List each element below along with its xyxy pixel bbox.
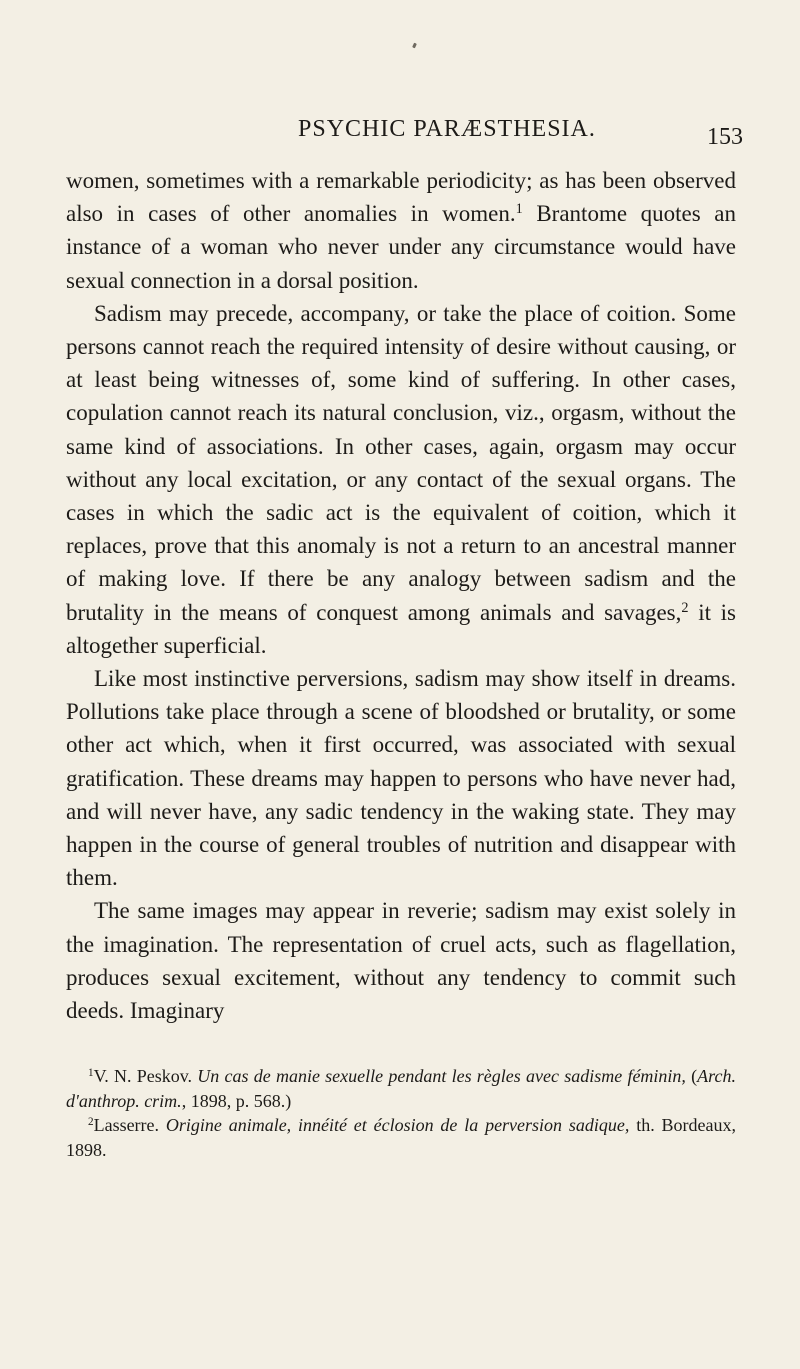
paragraph-4	[66, 894, 736, 1027]
paragraph-3	[66, 662, 736, 894]
ink-speck	[412, 43, 417, 49]
footnote-title: Origine animale, innéité et éclosion de la perversion sadique,	[165, 1115, 630, 1135]
paragraph-text: it is altogether superficial.	[66, 599, 737, 658]
footnote-author: Lasserre.	[93, 1115, 166, 1135]
footnotes	[66, 1064, 736, 1162]
footnote-text: (	[685, 1066, 698, 1086]
footnote-ref-1: 1	[515, 201, 523, 218]
footnote-journal: Arch. d'anthrop. crim.	[66, 1066, 736, 1111]
page-header	[0, 116, 800, 156]
page-number: 153	[707, 124, 743, 150]
footnote-text: , 1898, p. 568.)	[181, 1090, 292, 1111]
footnote-1	[66, 1064, 736, 1113]
body-text	[66, 164, 736, 1027]
footnote-author: V. N. Peskov.	[93, 1066, 198, 1086]
running-head: PSYCHIC PARÆSTHESIA.	[298, 116, 596, 142]
paragraph-text: Sadism may precede, accompany, or take the place of coition. Some persons cannot reach the required intensity of desire without causing, or at least being witnesses of, some kind of suffering. In other cases, copulation cannot reach its natural conclusion, viz., orgasm, without the same kind of associations. In other cases, again, orgasm may occur without any local excitation, or any contact of the sexual organs. The cases in which the sadic act is the equivalent of coition, which it replaces, prove that this anomaly is not a return to an ancestral manner of making love. If there be any analogy between sadism and the brutality in the means of conquest among animals and savages,	[66, 300, 736, 625]
footnote-text: th. Bordeaux, 1898.	[66, 1115, 736, 1160]
footnote-mark: 2	[88, 1115, 94, 1128]
paragraph-text: women, sometimes with a remarkable periodicity; as has been observed also in cases of other anomalies in women.	[66, 168, 736, 227]
paragraph-text: The same images may appear in reverie; sadism may exist solely in the imagination. The representation of cruel acts, such as flagellation, produces sexual excitement, without any tendency to commit such deeds. Imaginary	[66, 898, 736, 1024]
paragraph-1	[66, 164, 736, 297]
footnote-mark: 1	[88, 1066, 94, 1079]
footnote-title: Un cas de manie sexuelle pendant les règles avec sadisme féminin,	[197, 1066, 686, 1086]
paragraph-text: Like most instinctive perversions, sadism may show itself in dreams. Pollutions take place through a scene of bloodshed or brutality, or some other act which, when it first occurred, was associated with sexual gratification. These dreams may happen to persons who have never had, and will never have, any sadic tendency in the waking state. They may happen in the course of general troubles of nutrition and disappear with them.	[66, 666, 736, 891]
footnote-2	[66, 1113, 736, 1162]
paragraph-text: Brantome quotes an instance of a woman who never under any circumstance would have sexual connection in a dorsal position.	[66, 201, 736, 293]
paragraph-2	[66, 297, 736, 662]
footnote-ref-2: 2	[681, 599, 689, 616]
